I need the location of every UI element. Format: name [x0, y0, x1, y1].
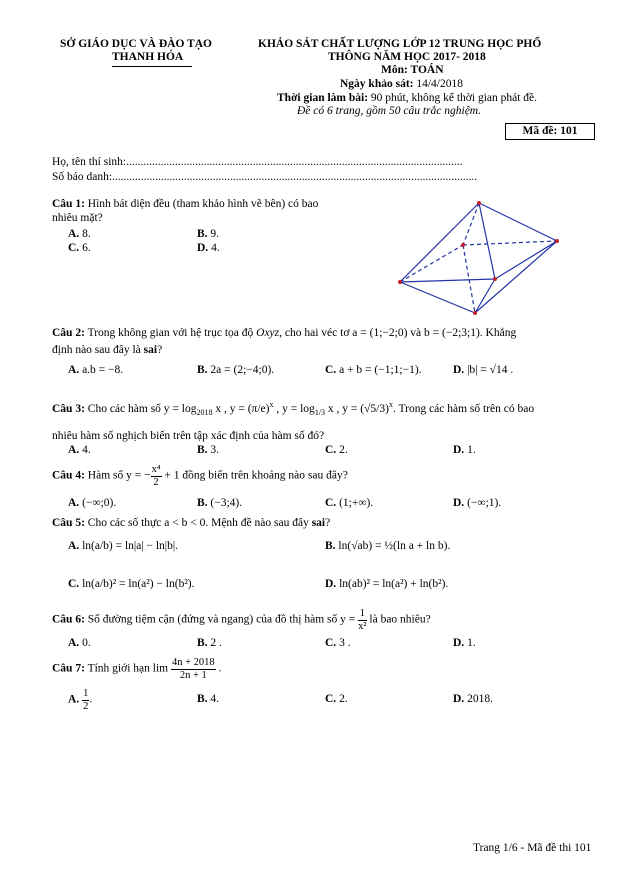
- q2-option-a[interactable]: A. a.b = −8.: [68, 364, 124, 376]
- q4-option-d[interactable]: D. (−∞;1).: [453, 497, 502, 509]
- exam-date: Ngày khảo sát: 14/4/2018: [340, 78, 463, 90]
- q4-option-a[interactable]: A. (−∞;0).: [68, 497, 117, 509]
- q6-text: Câu 6: Số đường tiệm cận (đứng và ngang) của đồ thị hàm số y = $\frac{1}{\text{x²}}$ là bao nhiêu?: [52, 608, 431, 632]
- department-name: SỞ GIÁO DỤC VÀ ĐÀO TẠO: [60, 38, 212, 50]
- q3-option-b[interactable]: B. 3.: [197, 444, 220, 456]
- exam-code-box: Mã đề: 101: [505, 123, 595, 140]
- q7-text: Câu 7: Tính giới hạn lim $\frac{4n + 2018}{2n + 1}$ .: [52, 657, 222, 681]
- q2-option-b[interactable]: B. 2a = (2;−4;0).: [197, 364, 275, 376]
- octahedron-figure: [395, 195, 565, 320]
- exam-title-line1: KHẢO SÁT CHẤT LƯỢNG LỚP 12 TRUNG HỌC PHỔ: [258, 38, 542, 50]
- q6-option-d[interactable]: D. 1.: [453, 637, 476, 649]
- student-id-field[interactable]: Số báo danh:...............................................................................................................................: [52, 171, 478, 183]
- q7-option-d[interactable]: D. 2018.: [453, 693, 493, 705]
- q6-option-c[interactable]: C. 3 .: [325, 637, 351, 649]
- q1-option-d[interactable]: D. 4.: [197, 242, 220, 254]
- q4-text: Câu 4: Hàm số y = − $\frac{\text{x⁴}}{2}$ + 1 đồng biến trên khoảng nào sau đây?: [52, 464, 348, 488]
- q2-option-d[interactable]: D. |b| = √14 .: [453, 364, 514, 376]
- q7-option-c[interactable]: C. 2.: [325, 693, 348, 705]
- q7-option-b[interactable]: B. 4.: [197, 693, 220, 705]
- exam-note: Đề có 6 trang, gồm 50 câu trắc nghiệm.: [297, 105, 481, 117]
- q5-option-d[interactable]: D. ln(ab)² = ln(a²) + ln(b²).: [325, 578, 449, 590]
- q6-option-b[interactable]: B. 2 .: [197, 637, 222, 649]
- q1-option-c[interactable]: C. 6.: [68, 242, 91, 254]
- q3-option-d[interactable]: D. 1.: [453, 444, 476, 456]
- q5-option-c[interactable]: C. ln(a/b)² = ln(a²) − ln(b²).: [68, 578, 195, 590]
- q5-text: Câu 5: Cho các số thực a < b < 0. Mệnh đề nào sau đây sai?: [52, 517, 331, 529]
- exam-title-line2: THÔNG NĂM HỌC 2017- 2018: [328, 51, 486, 63]
- q7-option-a[interactable]: A. $\frac{1}{2}$ .: [68, 688, 93, 712]
- student-name-field[interactable]: Họ, tên thí sinh:.....................................................................................................................: [52, 156, 463, 168]
- q5-option-b[interactable]: B. ln(√ab) = ½(ln a + ln b).: [325, 540, 451, 552]
- department-province: THANH HÓA: [112, 51, 184, 63]
- q2-text: Câu 2: Trong không gian với hệ trục tọa độ Oxyz, cho hai véc tơ a = (1;−2;0) và b = (−2;3;1). Khẳng: [52, 327, 517, 339]
- q2-text2: định nào sau đây là sai?: [52, 344, 163, 356]
- q1-option-a[interactable]: A. 8.: [68, 228, 91, 240]
- q4-option-b[interactable]: B. (−3;4).: [197, 497, 243, 509]
- q1-option-b[interactable]: B. 9.: [197, 228, 220, 240]
- page-footer: Trang 1/6 - Mã đề thi 101: [473, 842, 592, 854]
- q3-text: Câu 3: Cho các hàm số $y = \log_{2018} x$ , $y = (\pi/e)^x$ , $y = \log_{1/3} x$ , $y = (√5/3)^x$. Trong các hàm số trên có bao: [52, 400, 535, 418]
- q1-text: Câu 1: Hình bát diện đều (tham khảo hình vẽ bên) có bao: [52, 198, 319, 210]
- exam-time: Thời gian làm bài: 90 phút, không kể thời gian phát đề.: [277, 92, 538, 104]
- q2-option-c[interactable]: C. a + b = (−1;1;−1).: [325, 364, 422, 376]
- subject-line: Môn: TOÁN: [381, 64, 444, 76]
- q1-text2: nhiêu mặt?: [52, 212, 103, 224]
- q4-option-c[interactable]: C. (1;+∞).: [325, 497, 374, 509]
- q3-text2: nhiêu hàm số nghịch biến trên tập xác định của hàm số đó?: [52, 430, 325, 442]
- q5-option-a[interactable]: A. ln(a/b) = ln|a| − ln|b|.: [68, 540, 179, 552]
- q3-option-a[interactable]: A. 4.: [68, 444, 91, 456]
- q6-option-a[interactable]: A. 0.: [68, 637, 91, 649]
- header-divider: [112, 66, 192, 67]
- q3-option-c[interactable]: C. 2.: [325, 444, 348, 456]
